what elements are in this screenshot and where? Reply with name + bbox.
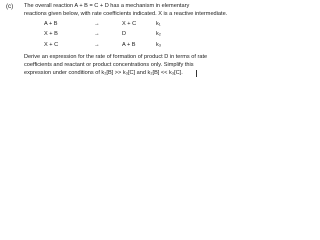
reaction-1-rate: k₁ [156, 21, 161, 27]
intro-line-2: reactions given below, with rate coefficients indicated. X is a reactive intermediate. [24, 11, 228, 17]
reaction-3-arrow-icon: → [94, 42, 100, 48]
reaction-1-reactants: A + B [44, 21, 58, 27]
reaction-2-reactants: X + B [44, 31, 58, 37]
derive-line-1: Derive an expression for the rate of formation of product D in terms of rate [24, 54, 208, 60]
reaction-3-reactants: X + C [44, 42, 59, 48]
derive-line-3: expression under conditions of k₂[B] >> k₃[C] and k₂[B] << k₃[C]. [24, 70, 183, 76]
reaction-2-rate: k₂ [156, 31, 161, 37]
reaction-2-arrow-icon: → [94, 31, 100, 37]
reaction-2-products: D [122, 31, 127, 37]
part-label: (c) [6, 3, 14, 10]
intro-line-1: The overall reaction A + B = C + D has a mechanism in elementary [24, 3, 190, 9]
reaction-1-arrow-icon: → [94, 21, 100, 27]
reaction-3-products: A + B [122, 42, 136, 48]
reaction-3-rate: k₃ [156, 42, 162, 48]
margin-marker [196, 70, 197, 77]
derive-line-2: coefficients and reactant or product concentrations only. Simplify this [24, 62, 194, 68]
reaction-1-products: X + C [122, 21, 137, 27]
